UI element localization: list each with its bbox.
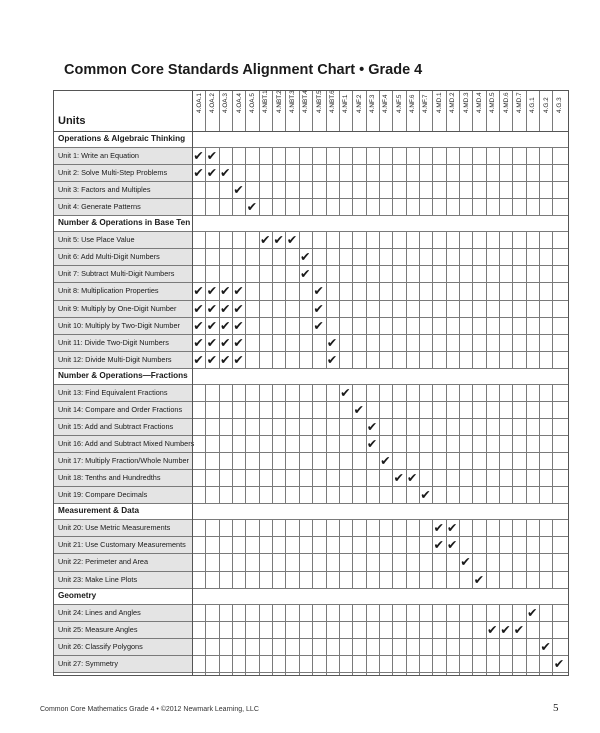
checkmark-icon: ✔ — [233, 182, 244, 198]
standard-header: 4.NBT.1 — [262, 90, 270, 113]
standard-header: 4.NBT.2 — [275, 90, 283, 113]
checkmark-icon: ✔ — [219, 283, 231, 299]
standard-header: 4.G.3 — [555, 97, 563, 113]
unit-label: Unit 26: Classify Polygons — [58, 641, 143, 651]
checkmark-icon: ✔ — [313, 317, 324, 333]
checkmark-icon: ✔ — [313, 283, 324, 299]
unit-label: Unit 23: Make Line Plots — [58, 574, 138, 584]
standard-header: 4.NBT.5 — [315, 90, 323, 113]
unit-label: Unit 2: Solve Multi-Step Problems — [58, 168, 168, 178]
standard-header: 4.OA.1 — [195, 93, 203, 113]
checkmark-icon: ✔ — [300, 266, 311, 282]
standard-header: 4.MD.3 — [462, 92, 470, 113]
unit-label: Unit 9: Multiply by One-Digit Number — [58, 303, 177, 313]
unit-label: Unit 17: Multiply Fraction/Whole Number — [58, 456, 189, 466]
standard-header: 4.OA.5 — [248, 93, 256, 113]
section-heading: Operations & Algebraic Thinking — [58, 134, 186, 143]
checkmark-icon: ✔ — [233, 300, 244, 316]
checkmark-icon: ✔ — [193, 317, 204, 333]
page-number: 5 — [553, 702, 559, 714]
checkmark-icon: ✔ — [219, 300, 231, 316]
checkmark-icon: ✔ — [513, 621, 525, 637]
checkmark-icon: ✔ — [233, 283, 244, 299]
checkmark-icon: ✔ — [193, 351, 204, 367]
unit-label: Unit 8: Multiplication Properties — [58, 286, 159, 296]
section-heading: Geometry — [58, 590, 97, 600]
checkmark-icon: ✔ — [206, 148, 218, 163]
units-column-header: Units — [58, 115, 86, 127]
units-column-divider — [192, 91, 193, 675]
unit-label: Unit 1: Write an Equation — [58, 151, 139, 160]
standard-header: 4.NBT.3 — [288, 90, 296, 113]
standard-header: 4.MD.2 — [449, 92, 457, 113]
checkmark-icon: ✔ — [206, 283, 218, 299]
checkmark-icon: ✔ — [446, 520, 458, 536]
standard-header: 4.MD.1 — [435, 92, 443, 113]
unit-label: Unit 6: Add Multi-Digit Numbers — [58, 252, 160, 262]
unit-label: Unit 20: Use Metric Measurements — [58, 523, 171, 533]
row-divider — [54, 672, 568, 673]
standard-header: 4.OA.3 — [222, 93, 230, 113]
unit-label: Unit 16: Add and Subtract Mixed Numbers — [58, 439, 195, 449]
unit-label: Unit 3: Factors and Multiples — [58, 185, 151, 195]
checkmark-icon: ✔ — [300, 249, 311, 265]
unit-label: Unit 22: Perimeter and Area — [58, 557, 149, 567]
checkmark-icon: ✔ — [233, 334, 244, 350]
checkmark-icon: ✔ — [206, 334, 218, 350]
checkmark-icon: ✔ — [486, 621, 498, 637]
checkmark-icon: ✔ — [219, 165, 231, 181]
unit-label: Unit 7: Subtract Multi-Digit Numbers — [58, 269, 175, 279]
checkmark-icon: ✔ — [420, 487, 431, 503]
standard-header: 4.NBT.4 — [302, 90, 310, 113]
footer-copyright: Common Core Mathematics Grade 4 • ©2012 Newmark Learning, LLC — [40, 706, 259, 713]
checkmark-icon: ✔ — [433, 537, 445, 553]
section-heading: Number & Operations in Base Ten — [58, 218, 191, 228]
checkmark-icon: ✔ — [366, 436, 378, 452]
checkmark-icon: ✔ — [246, 199, 258, 215]
standard-header: 4.NF.1 — [342, 94, 350, 113]
checkmark-icon: ✔ — [553, 655, 565, 671]
standard-header: 4.NF.3 — [369, 94, 377, 113]
unit-label: Unit 25: Measure Angles — [58, 624, 138, 634]
checkmark-icon: ✔ — [326, 334, 338, 350]
checkmark-icon: ✔ — [446, 537, 458, 553]
checkmark-icon: ✔ — [527, 604, 538, 620]
standard-header: 4.NF.7 — [422, 94, 430, 113]
checkmark-icon: ✔ — [193, 165, 204, 181]
checkmark-icon: ✔ — [219, 351, 231, 367]
checkmark-icon: ✔ — [193, 148, 204, 163]
checkmark-icon: ✔ — [206, 300, 218, 316]
checkmark-icon: ✔ — [393, 470, 404, 486]
checkmark-icon: ✔ — [286, 232, 298, 248]
section-heading: Number & Operations—Fractions — [58, 370, 188, 380]
checkmark-icon: ✔ — [233, 317, 244, 333]
checkmark-icon: ✔ — [193, 300, 204, 316]
standard-header: 4.NBT.6 — [329, 90, 336, 113]
checkmark-icon: ✔ — [206, 165, 218, 181]
unit-label: Unit 4: Generate Patterns — [58, 202, 141, 212]
standard-header: 4.NF.6 — [409, 94, 417, 113]
checkmark-icon: ✔ — [366, 418, 378, 434]
unit-label: Unit 10: Multiply by Two-Digit Number — [58, 320, 180, 330]
checkmark-icon: ✔ — [500, 621, 511, 637]
section-heading-bg — [54, 589, 568, 604]
standard-header: 4.NF.2 — [355, 94, 363, 113]
checkmark-icon: ✔ — [380, 453, 391, 469]
checkmark-icon: ✔ — [193, 283, 204, 299]
checkmark-icon: ✔ — [406, 470, 418, 486]
unit-label: Unit 15: Add and Subtract Fractions — [58, 421, 174, 431]
standard-header: 4.MD.5 — [489, 92, 497, 113]
checkmark-icon: ✔ — [219, 317, 231, 333]
unit-label: Unit 13: Find Equivalent Fractions — [58, 387, 168, 397]
checkmark-icon: ✔ — [326, 351, 338, 367]
checkmark-icon: ✔ — [273, 232, 284, 248]
standard-header: 4.MD.4 — [475, 92, 483, 113]
unit-label: Unit 12: Divide Multi-Digit Numbers — [58, 354, 172, 364]
unit-label: Unit 19: Compare Decimals — [58, 490, 148, 500]
standard-header: 4.OA.2 — [208, 93, 216, 113]
unit-label: Unit 5: Use Place Value — [58, 235, 135, 245]
checkmark-icon: ✔ — [260, 232, 271, 248]
unit-label: Unit 14: Compare and Order Fractions — [58, 404, 183, 414]
standard-header: 4.MD.7 — [515, 92, 523, 113]
checkmark-icon: ✔ — [206, 317, 218, 333]
unit-label: Unit 18: Tenths and Hundredths — [58, 473, 161, 483]
unit-label: Unit 27: Symmetry — [58, 658, 119, 668]
section-heading: Measurement & Data — [58, 506, 139, 516]
unit-label: Unit 11: Divide Two-Digit Numbers — [58, 337, 169, 347]
checkmark-icon: ✔ — [353, 401, 364, 417]
alignment-chart — [53, 90, 569, 676]
standard-header: 4.G.1 — [529, 97, 537, 113]
standard-header: 4.NF.5 — [395, 94, 403, 113]
standard-header: 4.G.2 — [542, 97, 550, 113]
standard-header: 4.OA.4 — [235, 93, 243, 113]
checkmark-icon: ✔ — [460, 554, 471, 570]
checkmark-icon: ✔ — [233, 351, 244, 367]
unit-label: Unit 21: Use Customary Measurements — [58, 540, 186, 550]
checkmark-icon: ✔ — [433, 520, 445, 536]
checkmark-icon: ✔ — [313, 300, 324, 316]
unit-label: Unit 24: Lines and Angles — [58, 607, 141, 617]
checkmark-icon: ✔ — [340, 384, 351, 400]
checkmark-icon: ✔ — [540, 638, 551, 654]
checkmark-icon: ✔ — [193, 334, 204, 350]
page-title: Common Core Standards Alignment Chart • Grade 4 — [64, 62, 423, 78]
checkmark-icon: ✔ — [219, 334, 231, 350]
standard-header: 4.NF.4 — [382, 94, 390, 113]
checkmark-icon: ✔ — [473, 571, 485, 587]
checkmark-icon: ✔ — [206, 351, 218, 367]
standard-header: 4.MD.6 — [502, 92, 510, 113]
